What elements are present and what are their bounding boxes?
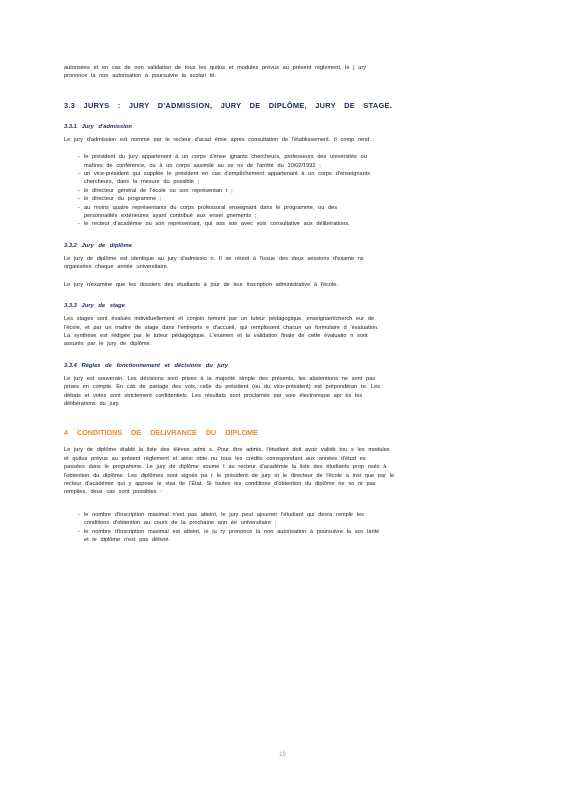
delivrance-line: Le jury de diplôme établit la liste des élèves admi s. Pour être admis, l'étudiant doit avoir validé tou s les modules bbox=[64, 447, 390, 454]
section-3-3-3-heading: 3.3.3 Jury de stage bbox=[64, 303, 125, 310]
list-item: - le directeur du programme ; bbox=[78, 195, 501, 203]
section-3-3-2-heading: 3.3.2 Jury de diplôme bbox=[64, 242, 132, 249]
section-3-3-4-heading: 3.3.4 Règles de fonctionnement et décisions du jury bbox=[64, 362, 229, 369]
section-4-heading: 4 CONDITIONS DE DELIVRANCE DU DIPLOME bbox=[64, 428, 258, 438]
regles-line: prises en compte. En cas de partage des voix, celle du président (ou du vice-président) est prépondéran te. Les bbox=[64, 384, 381, 391]
page-number: 19 bbox=[279, 752, 286, 758]
jury-admission-list bbox=[64, 153, 501, 229]
list-item: chercheurs, dans la mesure du possible ; bbox=[84, 179, 200, 186]
list-item: - le président du jury appartenant à un corps d'ense ignants chercheurs, professeurs des universités ou bbox=[78, 153, 501, 161]
list-item: maîtres de conférence, ou à un corps assimilé au se ns de l'arrêté du 10/02/1992 ; bbox=[84, 162, 321, 169]
list-item: - le nombre d'inscription maximal n'est pas atteint, le jury peut ajourner l'étudiant qui devra remplir les bbox=[78, 511, 501, 519]
delivrance-line: l'obtention du diplôme. Les diplômes sont signés pa r le président de jury et le directeur de l'école a insi que par le bbox=[64, 472, 395, 479]
jury-stage-line: Les stages sont évalués individuellement et conjoin tement par un tuteur pédagogique, enseignant/cherch eur de bbox=[64, 316, 375, 323]
delivrance-list bbox=[64, 511, 501, 545]
list-item: - le nombre d'inscription maximal est atteint, le ju ry prononce la non autorisation à poursuivre la sco larité bbox=[78, 528, 501, 536]
list-item: - un vice-président qui supplée le président en cas d'empêchement appartenant à un corps d'enseignants bbox=[78, 170, 501, 178]
list-item: - le directeur général de l'école ou son représentan t ; bbox=[78, 187, 501, 195]
list-item: - le recteur d'académie ou son représentant, qui ass iste avec voix consultative aux délibérations. bbox=[78, 220, 501, 228]
jury-stage-line: assurés par le jury de diplôme. bbox=[64, 341, 152, 348]
jury-stage-line: l'école, et par un maître de stage dans l'entrepris e d'accueil, qui remplissent chacun un formulaire d 'évaluation. bbox=[64, 324, 379, 331]
jury-diplome-text-3: Le jury n'examine que les dossiers des étudiants à jour de leur inscription administrative à l'école. bbox=[64, 281, 338, 288]
section-3-3-1-heading: 3.3.1 Jury d'admission bbox=[64, 123, 132, 130]
delivrance-line: recteur d'académie qui y appose le visa de l'État. Si toutes les conditions d'obtention du diplôme ne so nt pas bbox=[64, 480, 376, 487]
intro-line-1: autorisées et en cas de non validation de tous les quitus et modules prévus au présent règlement, le j ury bbox=[64, 65, 367, 71]
intro-line-2: prononce la non autorisation à poursuivre la scolari té. bbox=[64, 73, 216, 80]
jury-admission-text: Le jury d'admission est nommé par le recteur d'acad émie après consultation de l'établissement. Il comp rend : bbox=[64, 136, 375, 143]
jury-diplome-text-2: organisées chaque année universitaire. bbox=[64, 264, 169, 271]
section-3-3-heading: 3.3 JURYS : JURY D'ADMISSION, JURY DE DIPLÔME, JURY DE STAGE. bbox=[64, 100, 393, 110]
jury-stage-line: La synthèse est rédigée par le tuteur pédagogique. L'examen et la validation finale de cette évaluatio n sont bbox=[64, 332, 368, 339]
regles-line: Le jury est souverain. Les décisions sont prises à la majorité simple des présents, les abstentions ne sont pas bbox=[64, 375, 376, 382]
list-item: - au moins quatre représentants du corps professoral enseignant dans le programme, ou des bbox=[78, 204, 501, 212]
delivrance-line: passées dans le programme. Le jury de diplôme soume t au recteur d'académie la liste des étudiants prop osés à bbox=[64, 464, 387, 471]
list-item: conditions d'obtention au cours de la prochaine ann ée universitaire ; bbox=[84, 520, 277, 527]
regles-line: débats et votes sont strictement confidentiels. Les résultats sont proclamés par voie électronique apr ès les bbox=[64, 392, 363, 399]
list-item: personnalités extérieures ayant contribué aux ensei gnements ; bbox=[84, 213, 257, 220]
jury-diplome-text-1: Le jury de diplôme est identique au jury d'admissio n. Il se réunit à l'issue des deux sessions d'exame ns bbox=[64, 255, 364, 262]
list-item: et le diplôme n'est pas délivré. bbox=[84, 537, 171, 543]
delivrance-line: et quitus prévus au présent règlement et ainsi obte nu tous les crédits correspondant aux années d'étud es bbox=[64, 455, 366, 462]
regles-line: délibérations du jury. bbox=[64, 400, 120, 407]
delivrance-line: remplies, deux cas sont possibles : bbox=[64, 489, 162, 496]
